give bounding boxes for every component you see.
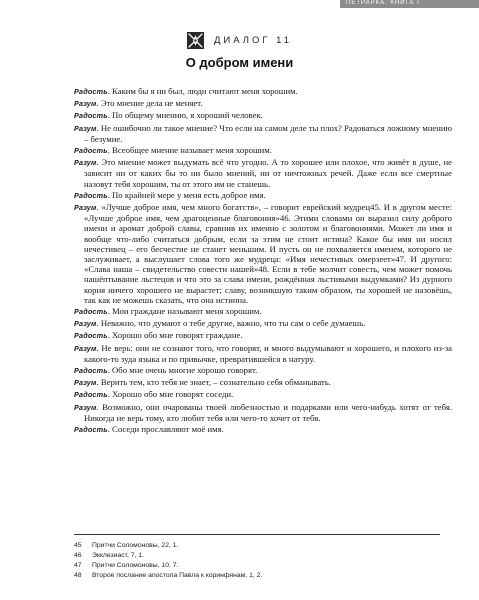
paragraph-text: . Всеобщее мнение называет меня хорошим. [107,145,272,156]
speaker-name: Радость [74,366,108,376]
footnote [74,571,454,581]
dialogue-paragraph [74,377,452,388]
dialogue-paragraph [74,389,452,400]
paragraph-text: . Не верь: они не сознают того, что говорят, и много выдумывают и хорошего, и плохого из-за какого-то зуда языка и по привычке, превратившейся в натуру. [84,342,452,364]
speaker-name: Радость [74,331,108,341]
speaker-name: Разум [74,158,97,168]
speaker-name: Разум [74,378,97,388]
footnote-text: Экклезиаст, 7, 1. [92,552,144,559]
dialogue-body [74,86,452,436]
footnote-text: Притчи Соломоновы, 22, 1. [92,542,179,549]
dialog-title: О добром имени [185,55,294,70]
speaker-name: Разум [74,203,97,213]
dialogue-paragraph [74,306,452,317]
speaker-name: Разум [74,99,97,109]
footnote-text: Второе послание апостола Павла к коринфянам, 1, 2. [92,572,263,579]
speaker-name: Радость [74,425,108,435]
running-head [340,0,479,8]
speaker-name: Радость [74,190,108,200]
dialogue-paragraph [74,343,452,364]
paragraph-text: . Это мнение может выдумать всё что угодно. А то хорошее или плохое, что живёт в душе, не зависит ни от каких бы то ни было мнений, ни от ничтожных речей. Даже если все смертные назовут тебя хорошим, ты от этого им не станешь. [84,157,452,189]
paragraph-text: . «Лучше доброе имя, чем много богатств», – говорит еврейский мудрец45. И в другом месте: «Лучше доброе имя, чем драгоценные благовония»46. Этими словами он выразил силу доброго имени и аромат доброй славы, сравнив их именно с золотом и благовониями. Может ли имя и вообще что-либо считаться добрым, если за этим не стоит истина? Какое бы имя ни носил нечестивец – его бесчестие не станет меньшим. И пусть он не похваляется именем, которого не заслуживает, а выслушает слова того же мудреца: «Имя нечестивых омерзеет»47. И другого: «Слава наша – свидетельство совести нашей»48. Если в тебе молчит совесть, чем может помочь нашёптывание льстецов и что это за слава имени, рождённая льстивыми выдумками? Из дурного корня ничего хорошего не вырастет; славу, возникшую таким образом, ты хорошей не назовёшь, так как не можешь сказать, что она истинна. [84,202,452,305]
ornament-icon [187,32,204,49]
speaker-name: Радость [74,87,108,96]
running-head-text: ПЕТРАРКА. КНИГА I [346,0,420,6]
speaker-name: Радость [74,111,108,121]
paragraph-text: . Это мнение дела не меняет. [96,98,203,109]
dialogue-paragraph [74,86,452,97]
paragraph-text: . Соседи прославляют моё имя. [107,424,224,435]
dialogue-paragraph [74,110,452,121]
paragraph-text: . Обо мне очень многие хорошо говорят. [107,365,258,376]
footnote-number: 45 [74,542,82,549]
footnote-number: 46 [74,552,82,559]
dialogue-paragraph [74,402,452,423]
dialogue-paragraph [74,190,452,201]
speaker-name: Разум [74,123,97,133]
speaker-name: Разум [74,343,97,353]
paragraph-text: . Неважно, что думают о тебе другие, важно, что ты сам о себе думаешь. [96,318,366,329]
dialogue-paragraph [74,318,452,329]
footnote-number: 47 [74,562,82,569]
dialogue-paragraph [74,123,452,144]
footnotes [74,541,454,581]
footnote-text: Притчи Соломоновы, 10, 7. [92,562,179,569]
paragraph-text: . Верить тем, кто тебя не знает, – сознательно себя обманывать. [96,377,331,388]
paragraph-text: . Каким бы я ни был, люди считают меня хорошим. [107,86,298,96]
footnote [74,551,454,561]
paragraph-text: . Не ошибочно ли такое мнение? Что если на самом деле ты плох? Радоваться ложному мнению – безумие. [84,122,452,144]
paragraph-text: . Мои граждане называют меня хорошим. [107,306,262,317]
dialogue-paragraph [74,98,452,109]
dialogue-paragraph [74,330,452,341]
speaker-name: Радость [74,146,108,156]
speaker-name: Разум [74,319,97,329]
paragraph-text: . По крайней мере у меня есть доброе имя. [107,189,266,200]
paragraph-text: . Хорошо обо мне говорят соседи. [107,389,234,400]
dialogue-paragraph [74,424,452,435]
speaker-name: Радость [74,390,108,400]
paragraph-text: . Хорошо обо мне говорят граждане. [107,330,243,341]
footnote-number: 48 [74,572,82,579]
speaker-name: Разум [74,402,97,412]
dialogue-paragraph [74,202,452,305]
dialogue-paragraph [74,157,452,189]
dialogue-paragraph [74,145,452,156]
footnote [74,541,454,551]
dialogue-paragraph [74,365,452,376]
dialog-heading [0,31,479,49]
paragraph-text: . По общему мнению, я хороший человек. [107,110,263,121]
dialog-label: ДИАЛОГ 11 [213,34,293,46]
footnote-divider [74,534,440,535]
paragraph-text: . Возможно, они очарованы твоей любезностью и подарками или чего-нибудь хотят от тебя. Никогда не верь тому, кто любит тебя или чего-то хочет от тебя. [84,401,452,423]
footnote [74,561,454,571]
speaker-name: Радость [74,307,108,317]
